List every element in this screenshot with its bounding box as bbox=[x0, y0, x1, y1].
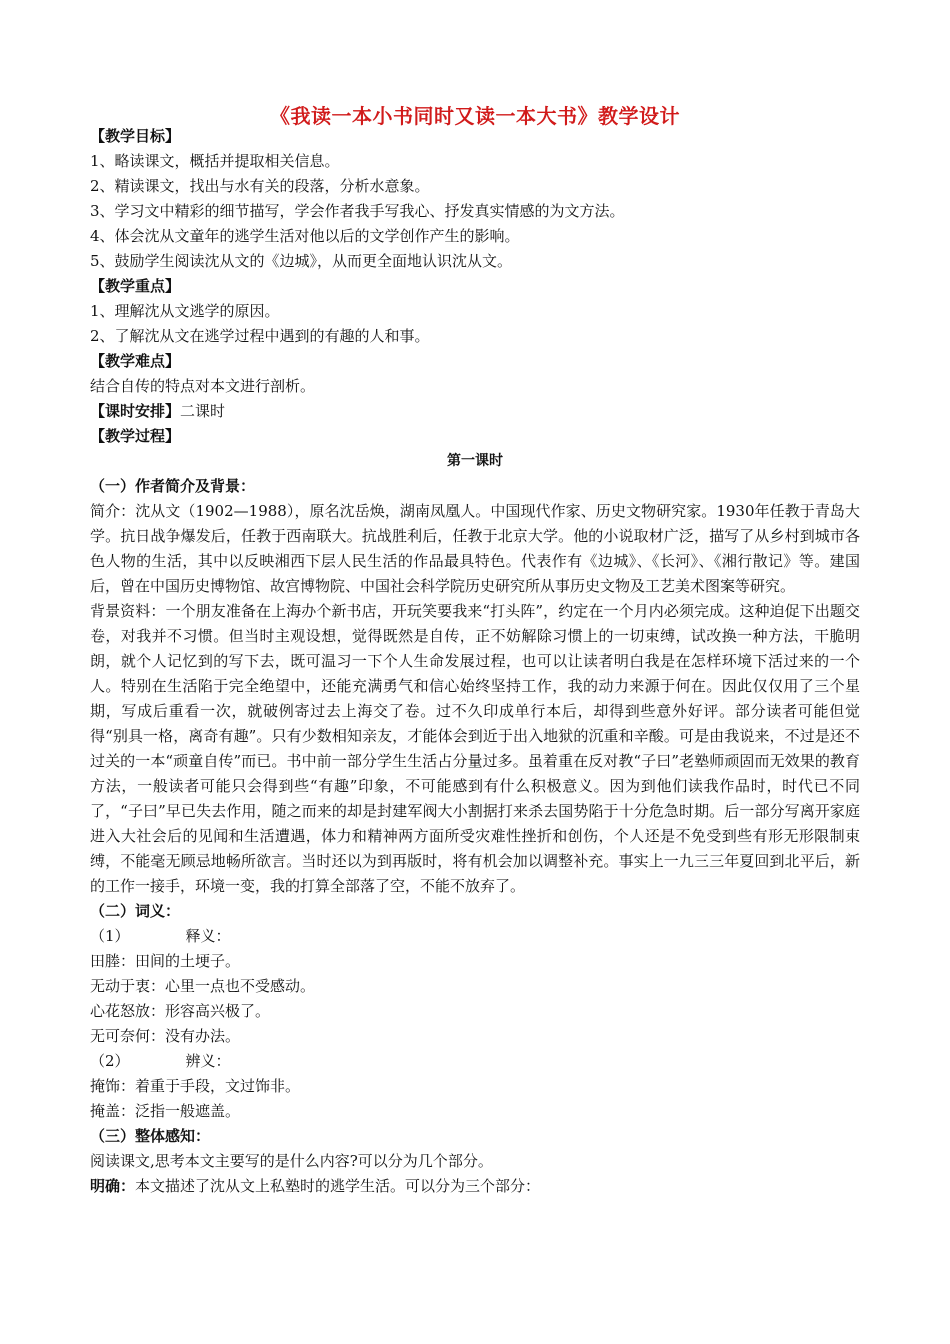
distinction-item: 掩盖：泛指一般遮盖。 bbox=[90, 1102, 241, 1120]
lesson-title: 第一课时 bbox=[447, 453, 503, 469]
document-title: 《我读一本小书同时又读一本大书》教学设计 bbox=[270, 104, 680, 128]
objective-item: 1、略读课文，概括并提取相关信息。 bbox=[90, 152, 340, 170]
key-point-item: 2、了解沈从文在逃学过程中遇到的有趣的人和事。 bbox=[90, 327, 430, 345]
definitions-subheading bbox=[90, 924, 860, 949]
difficulty-heading: 【教学难点】 bbox=[90, 352, 181, 370]
definition-item: 田塍：田间的土埂子。 bbox=[90, 952, 241, 970]
difficulty-text: 结合自传的特点对本文进行剖析。 bbox=[90, 377, 316, 395]
sub1-number: （1） bbox=[90, 927, 130, 945]
process-heading: 【教学过程】 bbox=[90, 427, 181, 445]
sub1-label: 释义： bbox=[185, 927, 231, 945]
key-point-item: 1、理解沈从文逃学的原因。 bbox=[90, 302, 280, 320]
objective-item: 4、体会沈从文童年的逃学生活对他以后的文学创作产生的影响。 bbox=[90, 227, 520, 245]
objective-item: 5、鼓励学生阅读沈从文的《边城》，从而更全面地认识沈从文。 bbox=[90, 252, 513, 270]
sub2-label: 辨义： bbox=[185, 1052, 231, 1070]
document-body bbox=[90, 124, 860, 1199]
schedule-heading: 【课时安排】 bbox=[90, 402, 181, 420]
objective-item: 2、精读课文，找出与水有关的段落，分析水意象。 bbox=[90, 177, 430, 195]
distinctions-subheading bbox=[90, 1049, 860, 1074]
definition-item: 心花怒放：形容高兴极了。 bbox=[90, 1002, 271, 1020]
author-intro-paragraph: 简介：沈从文（1902—1988），原名沈岳焕，湖南凤凰人。中国现代作家、历史文物研究家。1930年任教于青岛大学。抗日战争爆发后，任教于西南联大。抗战胜利后，任教于北京大学。他的小说取材广泛，描写了从乡村到城市各色人物的生活，其中以反映湘西下层人民生活的作品最具特色。代表作有《边城》、《长河》、《湘行散记》等。建国后，曾在中国历史博物馆、故宫博物院、中国社会科学院历史研究所从事历史文物及工艺美术图案等研究。 bbox=[90, 502, 860, 595]
schedule-line bbox=[90, 399, 860, 424]
sub2-number: （2） bbox=[90, 1052, 130, 1070]
objective-item: 3、学习文中精彩的细节描写，学会作者我手写我心、抒发真实情感的为文方法。 bbox=[90, 202, 625, 220]
section3-heading: （三）整体感知： bbox=[90, 1127, 211, 1145]
section2-heading: （二）词义： bbox=[90, 902, 181, 920]
section1-heading: （一）作者简介及背景： bbox=[90, 477, 256, 495]
answer-text: 本文描述了沈从文上私塾时的逃学生活。可以分为三个部分： bbox=[135, 1177, 541, 1195]
definition-item: 无动于衷：心里一点也不受感动。 bbox=[90, 977, 316, 995]
schedule-text: 二课时 bbox=[180, 402, 226, 420]
definition-item: 无可奈何：没有办法。 bbox=[90, 1027, 241, 1045]
objectives-heading: 【教学目标】 bbox=[90, 127, 181, 145]
section3-answer bbox=[90, 1174, 860, 1199]
background-paragraph: 背景资料：一个朋友准备在上海办个新书店，开玩笑要我来“打头阵”，约定在一个月内必须完成。这种迫促下出题交卷，对我并不习惯。但当时主观设想，觉得既然是自传，正不妨解除习惯上的一切束缚，试改换一种方法，干脆明朗，就个人记忆到的写下去，既可温习一下个人生命发展过程，也可以让读者明白我是在怎样环境下活过来的一个人。特别在生活陷于完全绝望中，还能充满勇气和信心始终坚持工作，我的动力来源于何在。因此仅仅用了三个星期，写成后重看一次，就破例寄过去上海交了卷。过不久印成单行本后，却得到些意外好评。部分读者可能但觉得“别具一格，离奇有趣”。只有少数相知亲友，才能体会到近于出入地狱的沉重和辛酸。可是由我说来，不过是还不过关的一本“顽童自传”而已。书中前一部分学生生活占分量过多。虽着重在反对教“子曰”老塾师顽固而无效果的教育方法，一般读者可能只会得到些“有趣”印象，不可能感到有什么积极意义。因为到他们读我作品时，时代已不同了，“子曰”早已失去作用，随之而来的却是封建军阀大小割据打来杀去国势陷于十分危急时期。后一部分写离开家庭进入大社会后的见闻和生活遭遇，体力和精神两方面所受灾难性挫折和创伤，个人还是不免受到些有形无形限制束缚，不能毫无顾忌地畅所欲言。当时还以为到再版时，将有机会加以调整补充。事实上一九三三年夏回到北平后，新的工作一接手，环境一变，我的打算全部落了空，不能不放弃了。 bbox=[90, 602, 860, 895]
key-points-heading: 【教学重点】 bbox=[90, 277, 181, 295]
section3-question: 阅读课文,思考本文主要写的是什么内容?可以分为几个部分。 bbox=[90, 1152, 493, 1170]
distinction-item: 掩饰：着重于手段，文过饰非。 bbox=[90, 1077, 301, 1095]
answer-label: 明确： bbox=[90, 1177, 136, 1195]
